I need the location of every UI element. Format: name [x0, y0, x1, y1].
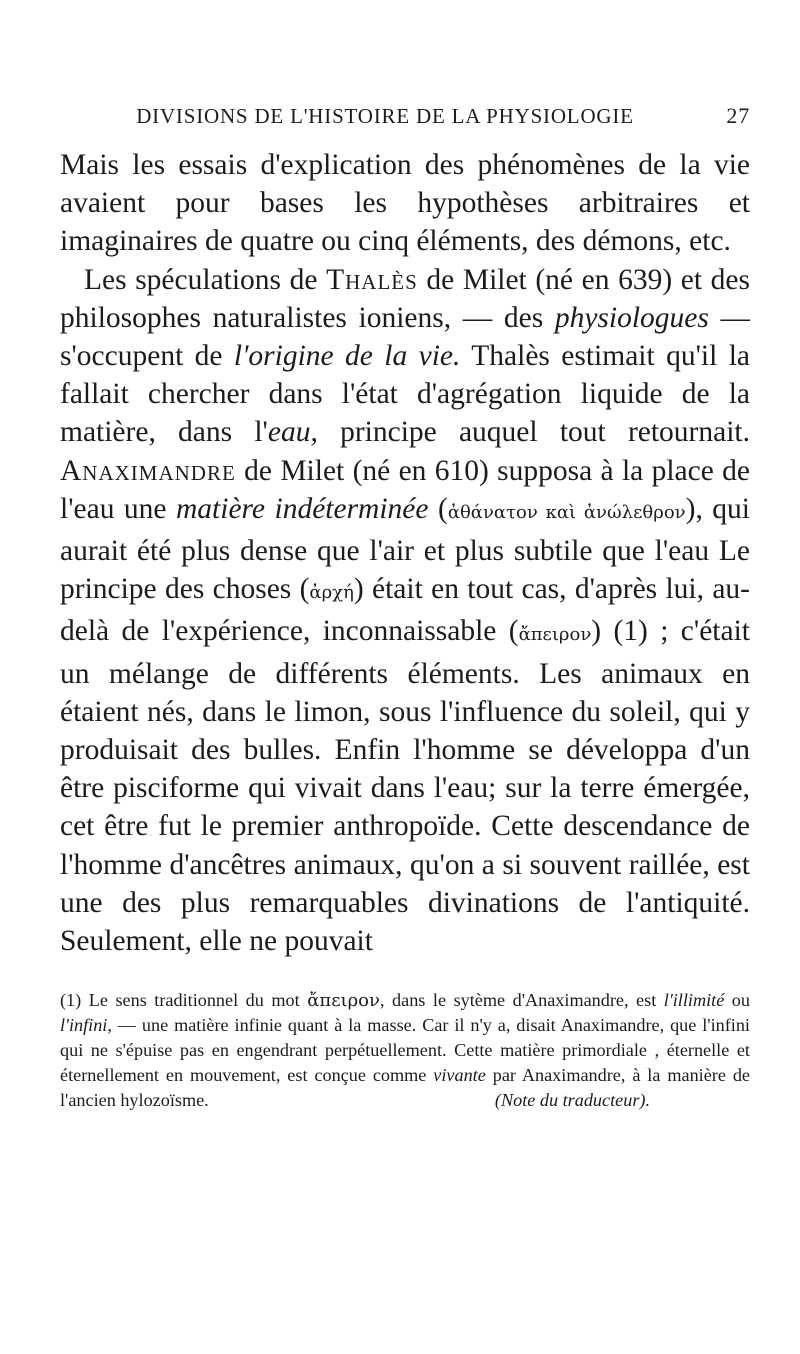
term-origine-de-la-vie: l'origine de la vie. — [233, 340, 461, 373]
footnote-text: par Anaximandre, à la manière de l'ancien hylozoïsme. — [60, 1065, 751, 1111]
term-physiologues: physiologues — [554, 301, 709, 334]
text-run: de Milet (né en 639) et des philosophes naturalistes ioniens, — des — [60, 263, 750, 334]
footnote — [60, 988, 750, 1113]
paragraph-1 — [60, 146, 750, 261]
name-anaximandre: Anaximandre — [60, 454, 236, 487]
running-title: DIVISIONS DE L'HISTOIRE DE LA PHYSIOLOGIE — [136, 104, 634, 128]
paragraph-1-text: Mais les essais d'explication des phénomènes de la vie avaient pour bases les hypothèses arbitraires et imaginaires de quatre ou cinq éléments, des démons, etc. — [60, 149, 750, 258]
footnote-text: (1) Le sens traditionnel du mot — [60, 990, 308, 1011]
term-matiere-indeterminee: matière indéterminée — [176, 492, 429, 525]
greek-arche: ἀρχή — [309, 582, 354, 604]
paragraph-2 — [60, 261, 750, 961]
footnote-text: , — une matière infinie quant à la masse. Car il n'y a, disait Anaximandre, que l'infini qui ne s'épuise pas en engendrant perpétuellement. Cette matière primordiale , éternelle et éternellement en mouvement, est conçue comme — [60, 1015, 750, 1086]
text-run: — s'occupent de — [60, 301, 750, 373]
text-run: ), qui aurait été plus dense que l'air et plus subtile que l'eau Le principe des choses ( — [60, 492, 750, 606]
text-run: ) était en tout cas, d'après lui, au-delà de l'expérience, inconnaissable ( — [60, 573, 750, 648]
footnote-term-infini: l'infini — [60, 1015, 108, 1036]
footnote-text: , dans le sytème d'Anaximandre, est — [379, 990, 664, 1011]
footnote-text: ou — [724, 990, 750, 1011]
text-run: ( — [428, 492, 448, 525]
footnote-greek: ἄπειρον — [307, 990, 380, 1012]
running-head — [60, 96, 750, 136]
greek-apeiron: ἄπειρον — [518, 624, 592, 646]
footnote-signature: (Note du traducteur). — [494, 1090, 650, 1111]
name-thales: Thalès — [326, 263, 418, 296]
book-page — [60, 96, 750, 1113]
footnote-term-illimite: l'illimité — [663, 990, 725, 1011]
page-number: 27 — [726, 103, 750, 128]
text-run: Thalès estimait qu'il la fallait chercher dans l'état d'agrégation liquide de la matière, dans l' — [60, 340, 750, 449]
term-eau: eau, — [267, 416, 318, 449]
greek-phrase: ἀθάνατον καὶ ἀνώλεθρον — [447, 501, 686, 523]
text-run: principe auquel tout retournait. — [317, 416, 750, 449]
main-text — [60, 146, 750, 960]
footnote-term-vivante: vivante — [433, 1065, 486, 1086]
text-run: ) (1) ; c'était un mélange de différents éléments. Les animaux en étaient nés, dans le limon, sous l'influence du soleil, qui y produisait des bulles. Enfin l'homme se développa d'un être pisciforme qui vivait dans l'eau; sur la terre émergée, cet être fut le premier anthropoïde. Cette descendance de l'homme d'ancêtres animaux, qu'on a si souvent raillée, est une des plus remarquables divinations de l'antiquité. Seulement, elle ne pouvait — [60, 615, 750, 958]
text-run: de Milet (né en 610) supposa à la place de l'eau une — [60, 454, 750, 525]
text-run: Les spéculations de — [84, 263, 327, 296]
